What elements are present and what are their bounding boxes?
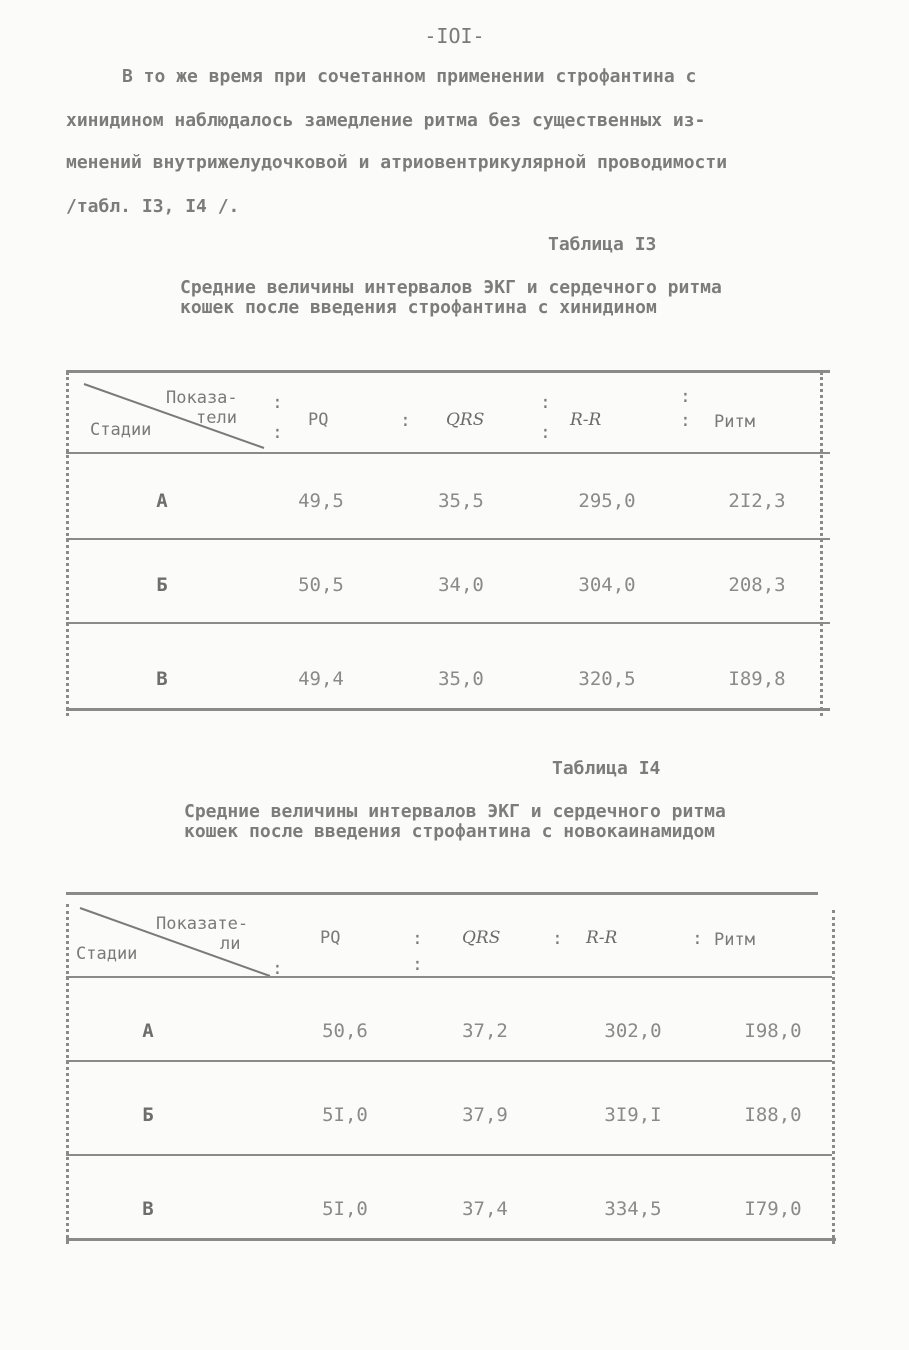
table-13-rhythm-cell: I89,8 bbox=[728, 668, 786, 690]
table-13-caption-line-1: Средние величины интервалов ЭКГ и сердечного ритма bbox=[180, 277, 722, 298]
table-13-header-indicators-2: тели bbox=[196, 408, 237, 428]
table-13-bottom-rule bbox=[66, 708, 830, 711]
table-13-pq-cell: 50,5 bbox=[298, 574, 344, 596]
paragraph-line-3: менений внутрижелудочковой и атриовентрикулярной проводимости bbox=[66, 152, 728, 173]
table-13-rhythm-cell: 2I2,3 bbox=[728, 490, 786, 512]
table-14-caption-line-1: Средние величины интервалов ЭКГ и сердечного ритма bbox=[184, 801, 726, 822]
table-14-header-qrs: QRS bbox=[462, 928, 501, 948]
table-14-stage-cell: В bbox=[142, 1198, 154, 1220]
table-14-stage-cell: Б bbox=[142, 1104, 154, 1126]
table-14-rr-cell: 3I9,I bbox=[604, 1104, 662, 1126]
table-14-rhythm-cell: I98,0 bbox=[744, 1020, 802, 1042]
table-14-rhythm-cell: I79,0 bbox=[744, 1198, 802, 1220]
table-14-pq-cell: 50,6 bbox=[322, 1020, 368, 1042]
table-14-label: Таблица I4 bbox=[552, 758, 661, 779]
table-14-header-pq: PQ bbox=[320, 928, 341, 948]
table-14-rhythm-cell: I88,0 bbox=[744, 1104, 802, 1126]
table-13-col-sep: : bbox=[680, 410, 691, 431]
table-14-stage-cell: А bbox=[142, 1020, 154, 1042]
table-13-stage-cell: А bbox=[156, 490, 168, 512]
table-13-header-rhythm: Ритм bbox=[714, 412, 755, 432]
table-14-rr-cell: 302,0 bbox=[604, 1020, 662, 1042]
table-13-header-indicators-1: Показа- bbox=[166, 388, 238, 408]
table-13-col-sep: : bbox=[272, 392, 283, 413]
table-13-col-sep: : bbox=[400, 410, 411, 431]
table-14-right-border bbox=[832, 910, 835, 1244]
table-13-qrs-cell: 35,0 bbox=[438, 668, 484, 690]
paragraph-line-1: В то же время при сочетанном применении строфантина с bbox=[122, 66, 697, 87]
table-13-col-sep: : bbox=[680, 386, 691, 407]
table-13-col-sep: : bbox=[272, 422, 283, 443]
table-14-pq-cell: 5I,0 bbox=[322, 1198, 368, 1220]
paragraph-line-2: хинидином наблюдалось замедление ритма без существенных из- bbox=[66, 110, 706, 131]
table-14-header-stages: Стадии bbox=[76, 944, 138, 964]
table-13-stage-cell: В bbox=[156, 668, 168, 690]
table-13-row-rule bbox=[66, 622, 830, 624]
table-14-top-rule bbox=[66, 892, 818, 895]
table-13-header-rr: R-R bbox=[570, 410, 602, 430]
table-14-caption-line-2: кошек после введения строфантина с новокаинамидом bbox=[184, 821, 716, 842]
table-14-col-sep: : bbox=[692, 928, 703, 949]
table-13-rr-cell: 295,0 bbox=[578, 490, 636, 512]
table-13-rhythm-cell: 208,3 bbox=[728, 574, 786, 596]
table-13-stage-cell: Б bbox=[156, 574, 168, 596]
table-14-bottom-rule bbox=[66, 1238, 836, 1241]
table-14-header-rhythm: Ритм bbox=[714, 930, 755, 950]
table-13-rr-cell: 320,5 bbox=[578, 668, 636, 690]
table-14-col-sep: : bbox=[412, 954, 423, 975]
table-14-col-sep: : bbox=[412, 928, 423, 949]
table-14-pq-cell: 5I,0 bbox=[322, 1104, 368, 1126]
table-13-qrs-cell: 35,5 bbox=[438, 490, 484, 512]
table-13-col-sep: : bbox=[540, 422, 551, 443]
table-13-left-border bbox=[66, 372, 69, 716]
table-13-header-qrs: QRS bbox=[446, 410, 485, 430]
table-14-col-sep: : bbox=[272, 958, 283, 979]
table-14-qrs-cell: 37,2 bbox=[462, 1020, 508, 1042]
table-14-qrs-cell: 37,4 bbox=[462, 1198, 508, 1220]
table-13-col-sep: : bbox=[540, 392, 551, 413]
table-14-header-indicators-2: ли bbox=[220, 934, 241, 954]
table-13-rr-cell: 304,0 bbox=[578, 574, 636, 596]
table-13-header-pq: PQ bbox=[308, 410, 329, 430]
table-13-pq-cell: 49,5 bbox=[298, 490, 344, 512]
table-13-top-rule bbox=[66, 370, 830, 373]
table-13-qrs-cell: 34,0 bbox=[438, 574, 484, 596]
table-14-row-rule bbox=[66, 1154, 832, 1156]
table-13-row-rule bbox=[66, 538, 830, 540]
table-14-header-rr: R-R bbox=[586, 928, 618, 948]
table-13-pq-cell: 49,4 bbox=[298, 668, 344, 690]
page-number: -IOI- bbox=[424, 24, 485, 48]
table-14-qrs-cell: 37,9 bbox=[462, 1104, 508, 1126]
table-13-header-stages: Стадии bbox=[90, 420, 152, 440]
table-13-header-rule bbox=[66, 452, 830, 454]
table-14-row-rule bbox=[66, 1060, 832, 1062]
table-13-label: Таблица I3 bbox=[548, 234, 657, 255]
table-13-right-border bbox=[820, 372, 823, 716]
table-14-rr-cell: 334,5 bbox=[604, 1198, 662, 1220]
table-14-left-border bbox=[66, 904, 69, 1244]
table-14-header-rule bbox=[66, 976, 832, 978]
paragraph-line-4: /табл. I3, I4 /. bbox=[66, 196, 240, 217]
table-14-col-sep: : bbox=[552, 928, 563, 949]
table-13-caption-line-2: кошек после введения строфантина с хинидином bbox=[180, 297, 657, 318]
table-14-header-indicators-1: Показате- bbox=[156, 914, 249, 934]
